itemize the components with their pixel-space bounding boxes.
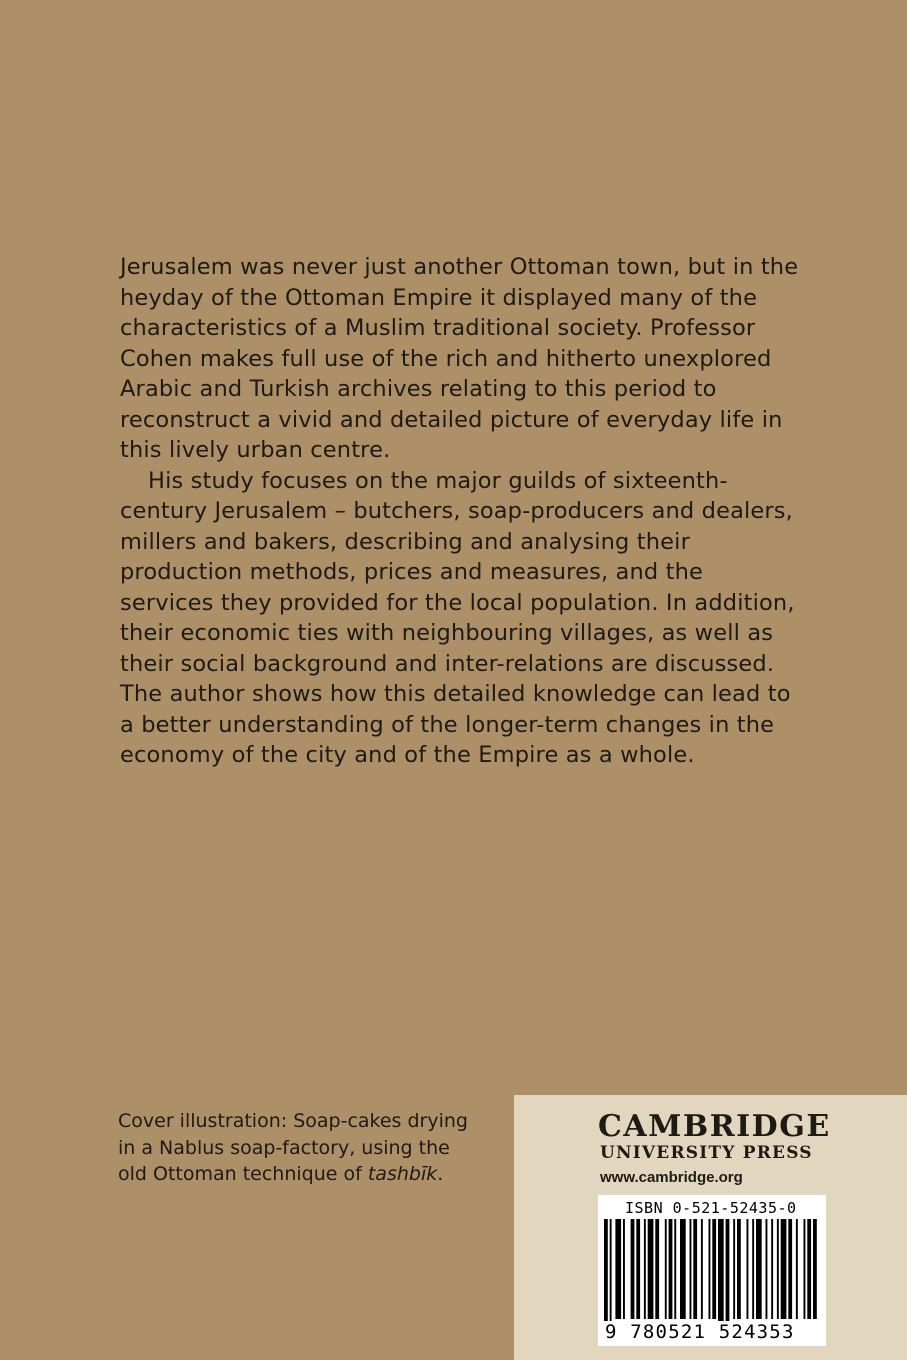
barcode-bar [623,1219,625,1319]
publisher-name: CAMBRIDGE [598,1109,831,1144]
barcode-bar [665,1219,667,1319]
barcode-bar [777,1219,779,1319]
barcode-bar [648,1219,654,1319]
barcode-bar [796,1219,798,1319]
barcode-bar [709,1219,711,1319]
publisher-url: www.cambridge.org [600,1169,743,1186]
barcode-bar [701,1219,703,1319]
barcode-bar [644,1219,646,1319]
barcode-bar [807,1219,811,1319]
barcode-bar [804,1219,806,1319]
barcode-bar [756,1219,762,1319]
barcode-bar [615,1219,621,1319]
barcode-bar [813,1219,817,1319]
barcode-bar [752,1219,754,1319]
barcode-bar [693,1219,697,1319]
caption-text: Cover illustration: Soap-cakes drying in a Nablus soap-factory, using the old Ottoman technique of [118,1110,468,1185]
cover-illustration-caption [118,1108,478,1188]
barcode-bar [669,1219,673,1319]
blurb-paragraph-2: His study focuses on the major guilds of sixteenth-century Jerusalem – butchers, soap-producers and dealers, millers and bakers, describing and analysing their production methods, prices and measures, and the services they provided for the local population. In addition, their economic ties with neighbouring villages, as well as their social background and inter-relations are discussed. The author shows how this detailed knowledge can lead to a better understanding of the longer-term changes in the economy of the city and of the Empire as a whole. [120,467,795,768]
publisher-panel [514,1095,907,1360]
barcode-bar [690,1219,692,1319]
caption-term: tashbīk [367,1163,438,1185]
barcode-bar [712,1219,716,1319]
blurb-paragraph-1: Jerusalem was never just another Ottoman town, but in the heyday of the Ottoman Empire it displayed many of the characteristics of a Muslim traditional society. Professor Cohen makes full use of the rich and hitherto unexplored Arabic and Turkish archives relating to this period to reconstruct a vivid and detailed picture of everyday life in this lively urban centre. [120,254,799,463]
barcode-bar [636,1219,640,1319]
publisher-subtitle: UNIVERSITY PRESS [600,1143,813,1163]
barcode-bar [674,1219,676,1319]
ean-digits: 9 780521 524353 [605,1321,795,1343]
barcode-bar [747,1219,749,1319]
barcode-box [598,1195,826,1346]
barcode-bar [631,1219,635,1319]
barcode-bar [788,1219,792,1319]
barcode-bar [766,1219,768,1319]
barcode-bar [680,1219,686,1319]
back-cover-blurb [120,252,800,771]
caption-end: . [437,1163,444,1185]
barcode-bar [771,1219,773,1319]
isbn-label: ISBN 0-521-52435-0 [625,1199,797,1217]
barcode-bar [781,1219,787,1319]
barcode-bar [733,1219,735,1319]
barcode-bar [655,1219,659,1319]
barcode-bar [737,1219,741,1319]
